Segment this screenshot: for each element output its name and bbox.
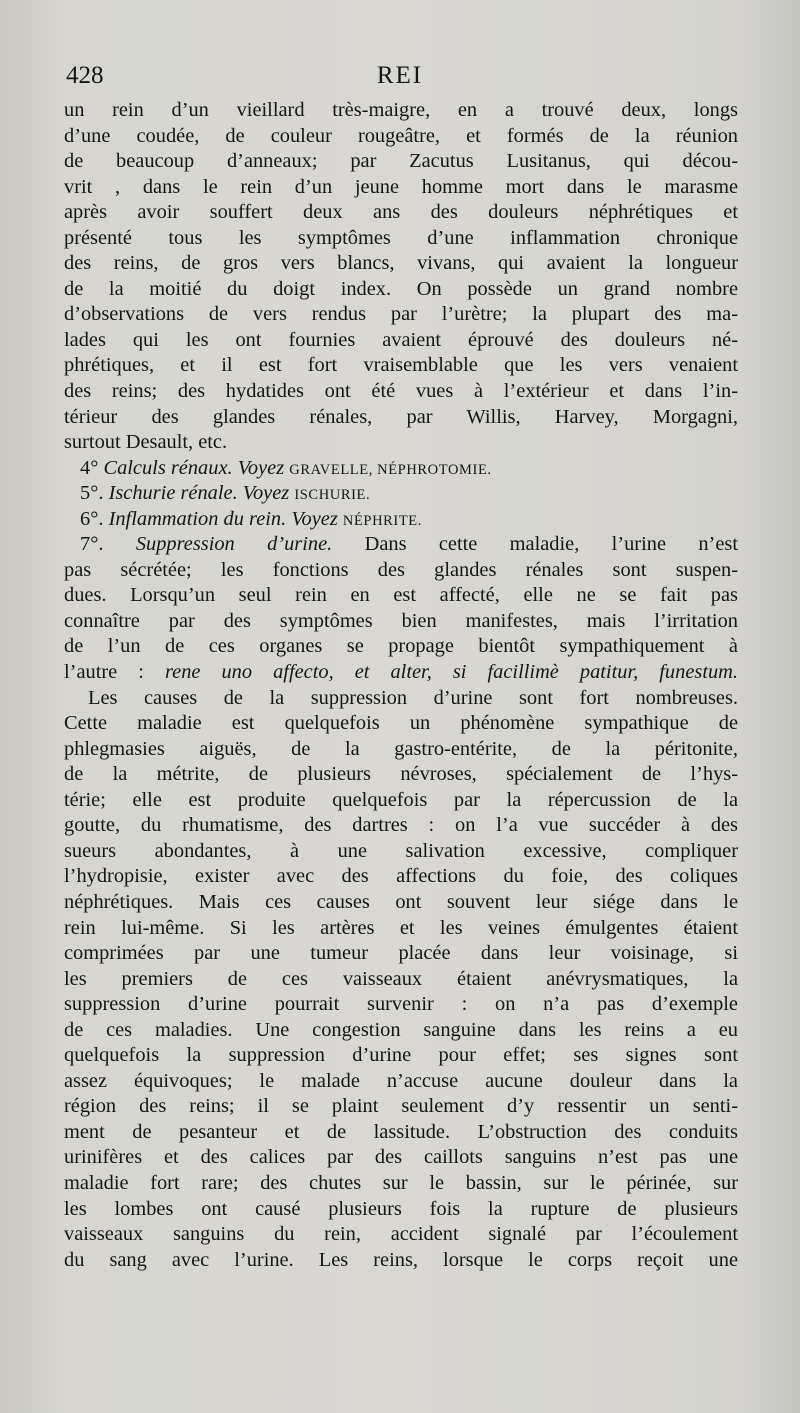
- text-line: des reins; des hydatides ont été vues à l’extérieur et dans l’in-: [64, 380, 738, 403]
- cross-reference: ISCHURIE.: [294, 487, 371, 504]
- entry-suppression-d-urine: [64, 532, 738, 558]
- text-line: de ces maladies. Une congestion sanguine dans les reins a eu: [64, 1018, 738, 1041]
- text-line: des reins, de gros vers blancs, vivans, qui avaient la longueur: [64, 252, 738, 275]
- text-line: région des reins; il se plaint seulement d’y ressentir un senti-: [64, 1095, 738, 1118]
- entry-ischurie-renale: [64, 481, 738, 507]
- text-line: un rein d’un vieillard très-maigre, en a trouvé deux, longs: [64, 99, 738, 121]
- voyez-label: Voyez: [242, 482, 290, 505]
- text-line: de la moitié du doigt index. On possède un grand nombre: [64, 277, 738, 300]
- entry-number: 5°.: [80, 482, 104, 505]
- entry-title: Calculs rénaux.: [103, 456, 233, 479]
- entry-number: 4°: [80, 456, 99, 479]
- text-line: urinifères et des calices par des caillots sanguins n’est pas une: [64, 1146, 738, 1169]
- latin-quote-line: [64, 660, 738, 686]
- cross-reference: NÉPHRITE.: [342, 512, 422, 529]
- text-line: néphrétiques. Mais ces causes ont souvent leur siége dans le: [64, 890, 738, 913]
- page-header: [64, 62, 736, 96]
- text-line: Cette maladie est quelquefois un phénomène sympathique de: [64, 712, 738, 735]
- text-line: dues. Lorsqu’un seul rein en est affecté, elle ne se fait pas: [64, 584, 738, 607]
- running-head: REI: [376, 62, 424, 89]
- entry-title: Ischurie rénale.: [108, 482, 238, 505]
- page-number: 428: [66, 62, 104, 89]
- text-line: les lombes ont causé plusieurs fois la rupture de plusieurs: [64, 1197, 738, 1220]
- voyez-label: Voyez: [291, 507, 338, 530]
- entry-number: 6°.: [80, 507, 104, 530]
- text-line: maladie fort rare; des chutes sur le bassin, sur le périnée, sur: [64, 1171, 738, 1194]
- text-line: vaisseaux sanguins du rein, accident signalé par l’écoulement: [64, 1223, 738, 1246]
- text-line: goutte, du rhumatisme, des dartres : on l’a vue succéder à des: [64, 814, 738, 837]
- voyez-label: Voyez: [237, 456, 285, 479]
- latin-quote: rene uno affecto, et alter, si facillimè patitur, funestum.: [164, 661, 738, 684]
- text-line: les premiers de ces vaisseaux étaient anévrysmatiques, la: [64, 967, 738, 990]
- text-line: suppression d’urine pourrait survenir : on n’a pas d’exemple: [64, 993, 738, 1016]
- text-line: phrétiques, et il est fort vraisemblable que les vers venaient: [64, 354, 738, 377]
- text-line: présenté tous les symptômes d’une inflammation chronique: [64, 226, 738, 249]
- entry-inflammation-du-rein: [64, 507, 738, 533]
- text-line: comprimées par une tumeur placée dans leur voisinage, si: [64, 942, 738, 965]
- text-line: Les causes de la suppression d’urine sont fort nombreuses.: [88, 686, 738, 709]
- body-text: [64, 98, 738, 1273]
- quote-intro: l’autre :: [64, 661, 144, 684]
- entry-title: Inflammation du rein.: [108, 507, 287, 530]
- entry-title: Suppression d’urine.: [135, 533, 333, 556]
- text-line: de beaucoup d’anneaux; par Zacutus Lusitanus, qui décou-: [64, 150, 738, 173]
- text-line: ment de pesanteur et de lassitude. L’obstruction des conduits: [64, 1120, 738, 1143]
- text-line: sueurs abondantes, à une salivation excessive, compliquer: [64, 839, 738, 862]
- entry-calculs-renaux: [64, 456, 738, 482]
- text-line: lades qui les ont fournies avaient éprouvé des douleurs né-: [64, 328, 738, 351]
- text-line: surtout Desault, etc.: [64, 431, 228, 454]
- text-line: du sang avec l’urine. Les reins, lorsque le corps reçoit une: [64, 1248, 738, 1271]
- entry-text: Dans cette maladie, l’urine n’est: [364, 533, 738, 556]
- text-line: assez équivoques; le malade n’accuse aucune douleur dans la: [64, 1069, 738, 1092]
- text-line: connaître par des symptômes bien manifestes, mais l’irritation: [64, 609, 738, 632]
- entry-number: 7°.: [80, 533, 104, 556]
- text-line: d’une coudée, de couleur rougeâtre, et formés de la réunion: [64, 124, 738, 147]
- text-line: térie; elle est produite quelquefois par la répercussion de la: [64, 788, 738, 811]
- text-line: térieur des glandes rénales, par Willis, Harvey, Morgagni,: [64, 405, 738, 428]
- cross-reference: GRAVELLE, NÉPHROTOMIE.: [289, 461, 492, 478]
- text-line: phlegmasies aiguës, de la gastro-entérite, de la péritonite,: [64, 737, 738, 760]
- text-line: d’observations de vers rendus par l’urètre; la plupart des ma-: [64, 303, 738, 326]
- text-line: pas sécrétée; les fonctions des glandes rénales sont suspen-: [64, 558, 738, 581]
- text-line: rein lui-même. Si les artères et les veines émulgentes étaient: [64, 916, 738, 939]
- text-line: de la métrite, de plusieurs névroses, spécialement de l’hys-: [64, 763, 738, 786]
- text-line: de l’un de ces organes se propage bientôt sympathiquement à: [64, 635, 738, 658]
- text-line: l’hydropisie, exister avec des affections du foie, des coliques: [64, 865, 738, 888]
- text-line: vrit , dans le rein d’un jeune homme mort dans le marasme: [64, 175, 738, 198]
- text-line: après avoir souffert deux ans des douleurs néphrétiques et: [64, 201, 738, 224]
- text-line: quelquefois la suppression d’urine pour effet; ses signes sont: [64, 1044, 738, 1067]
